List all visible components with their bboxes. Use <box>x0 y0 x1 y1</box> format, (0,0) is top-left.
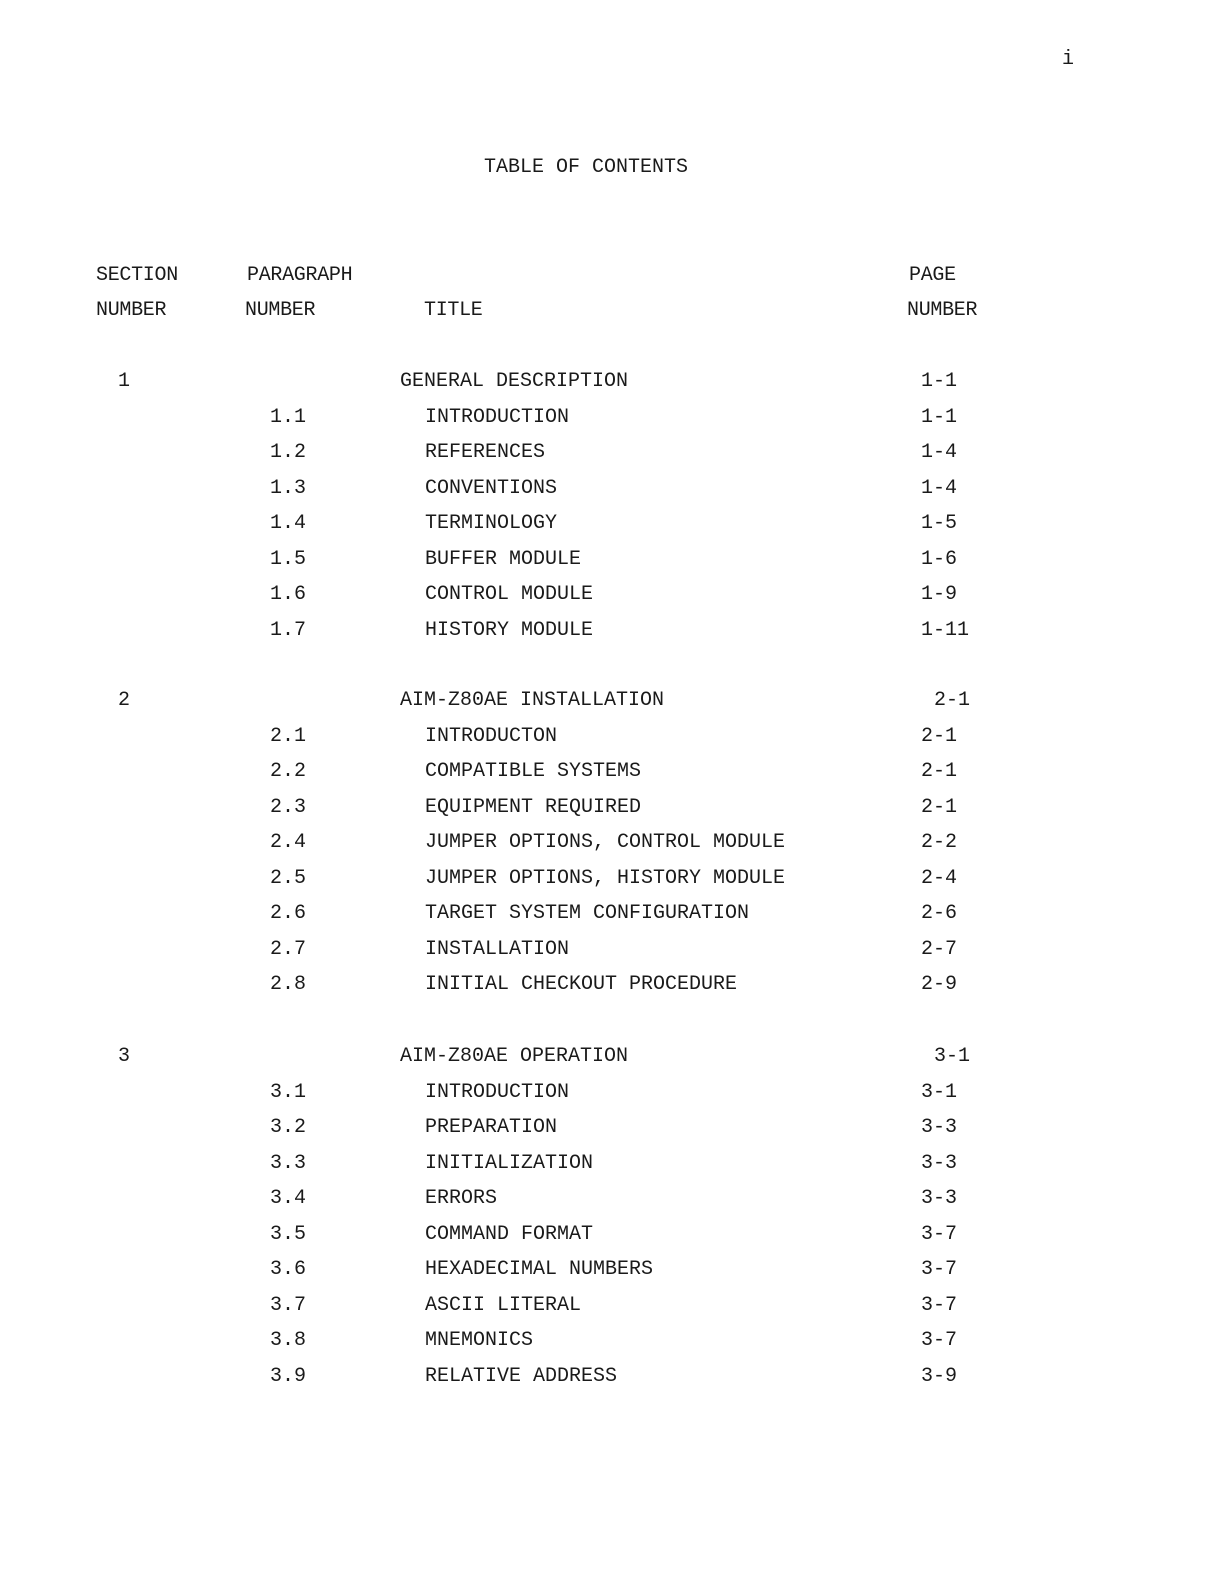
section-row <box>0 690 1224 712</box>
paragraph-title: TERMINOLOGY <box>425 512 558 535</box>
paragraph-page: 3-3 <box>921 1116 958 1139</box>
paragraph-title: TARGET SYSTEM CONFIGURATION <box>425 902 750 925</box>
paragraph-row <box>0 1259 1224 1281</box>
paragraph-title: BUFFER MODULE <box>425 548 582 571</box>
paragraph-page: 2-6 <box>921 902 958 925</box>
paragraph-row <box>0 478 1224 500</box>
document-title: TABLE OF CONTENTS <box>484 156 689 179</box>
paragraph-title: COMMAND FORMAT <box>425 1223 594 1246</box>
paragraph-number: 1.2 <box>270 441 307 464</box>
paragraph-page: 2-1 <box>921 796 958 819</box>
paragraph-row <box>0 1188 1224 1210</box>
section-page: 1-1 <box>921 370 958 393</box>
paragraph-page: 2-1 <box>921 725 958 748</box>
paragraph-title: INTRODUCTION <box>425 1081 570 1104</box>
paragraph-page: 1-6 <box>921 548 958 571</box>
paragraph-page: 3-3 <box>921 1187 958 1210</box>
header-page-line1: PAGE <box>909 264 956 287</box>
paragraph-number: 1.5 <box>270 548 307 571</box>
paragraph-row <box>0 903 1224 925</box>
paragraph-number: 1.1 <box>270 406 307 429</box>
paragraph-number: 3.3 <box>270 1152 307 1175</box>
paragraph-page: 2-9 <box>921 973 958 996</box>
paragraph-number: 2.8 <box>270 973 307 996</box>
paragraph-title: JUMPER OPTIONS, HISTORY MODULE <box>425 867 786 890</box>
paragraph-number: 2.6 <box>270 902 307 925</box>
header-paragraph-line2: NUMBER <box>245 299 316 322</box>
paragraph-title: MNEMONICS <box>425 1329 534 1352</box>
paragraph-page: 1-4 <box>921 477 958 500</box>
section-number: 2 <box>118 689 131 712</box>
paragraph-page: 3-9 <box>921 1365 958 1388</box>
paragraph-title: INTRODUCTION <box>425 406 570 429</box>
paragraph-page: 2-7 <box>921 938 958 961</box>
paragraph-page: 1-9 <box>921 583 958 606</box>
section-number: 3 <box>118 1045 131 1068</box>
paragraph-row <box>0 1366 1224 1388</box>
paragraph-title: ASCII LITERAL <box>425 1294 582 1317</box>
paragraph-number: 1.7 <box>270 619 307 642</box>
paragraph-page: 2-4 <box>921 867 958 890</box>
paragraph-page: 1-5 <box>921 512 958 535</box>
paragraph-number: 3.6 <box>270 1258 307 1281</box>
header-paragraph-line1: PARAGRAPH <box>247 264 353 287</box>
header-section-line1: SECTION <box>96 264 178 287</box>
paragraph-row <box>0 1082 1224 1104</box>
paragraph-number: 2.7 <box>270 938 307 961</box>
paragraph-title: ERRORS <box>425 1187 498 1210</box>
section-page: 3-1 <box>934 1045 971 1068</box>
paragraph-row <box>0 761 1224 783</box>
paragraph-page: 2-2 <box>921 831 958 854</box>
paragraph-row <box>0 1330 1224 1352</box>
paragraph-number: 3.9 <box>270 1365 307 1388</box>
page-number: i <box>1062 48 1075 71</box>
section-number: 1 <box>118 370 131 393</box>
paragraph-number: 3.1 <box>270 1081 307 1104</box>
paragraph-number: 1.4 <box>270 512 307 535</box>
paragraph-title: RELATIVE ADDRESS <box>425 1365 618 1388</box>
paragraph-row <box>0 442 1224 464</box>
paragraph-title: CONVENTIONS <box>425 477 558 500</box>
section-title: AIM-Z80AE INSTALLATION <box>400 689 665 712</box>
paragraph-row <box>0 797 1224 819</box>
header-section-line2: NUMBER <box>96 299 167 322</box>
paragraph-row <box>0 584 1224 606</box>
paragraph-row <box>0 726 1224 748</box>
paragraph-page: 3-7 <box>921 1223 958 1246</box>
paragraph-row <box>0 832 1224 854</box>
paragraph-row <box>0 407 1224 429</box>
paragraph-title: HISTORY MODULE <box>425 619 594 642</box>
paragraph-number: 2.1 <box>270 725 307 748</box>
paragraph-number: 2.4 <box>270 831 307 854</box>
paragraph-row <box>0 974 1224 996</box>
paragraph-title: EQUIPMENT REQUIRED <box>425 796 642 819</box>
paragraph-number: 3.8 <box>270 1329 307 1352</box>
paragraph-row <box>0 1224 1224 1246</box>
paragraph-title: INITIAL CHECKOUT PROCEDURE <box>425 973 738 996</box>
paragraph-row <box>0 1153 1224 1175</box>
paragraph-page: 3-7 <box>921 1329 958 1352</box>
paragraph-number: 3.4 <box>270 1187 307 1210</box>
paragraph-page: 1-4 <box>921 441 958 464</box>
paragraph-title: JUMPER OPTIONS, CONTROL MODULE <box>425 831 786 854</box>
paragraph-title: INSTALLATION <box>425 938 570 961</box>
paragraph-page: 2-1 <box>921 760 958 783</box>
paragraph-number: 2.5 <box>270 867 307 890</box>
paragraph-title: HEXADECIMAL NUMBERS <box>425 1258 654 1281</box>
paragraph-number: 1.6 <box>270 583 307 606</box>
paragraph-title: REFERENCES <box>425 441 546 464</box>
paragraph-number: 2.3 <box>270 796 307 819</box>
header-title: TITLE <box>424 299 483 322</box>
paragraph-title: PREPARATION <box>425 1116 558 1139</box>
paragraph-number: 3.2 <box>270 1116 307 1139</box>
paragraph-title: INTRODUCTON <box>425 725 558 748</box>
section-page: 2-1 <box>934 689 971 712</box>
paragraph-row <box>0 1295 1224 1317</box>
paragraph-page: 3-7 <box>921 1258 958 1281</box>
paragraph-title: CONTROL MODULE <box>425 583 594 606</box>
paragraph-page: 3-1 <box>921 1081 958 1104</box>
section-title: AIM-Z80AE OPERATION <box>400 1045 629 1068</box>
paragraph-row <box>0 549 1224 571</box>
paragraph-number: 1.3 <box>270 477 307 500</box>
paragraph-row <box>0 868 1224 890</box>
section-row <box>0 1046 1224 1068</box>
paragraph-page: 1-1 <box>921 406 958 429</box>
paragraph-number: 3.5 <box>270 1223 307 1246</box>
paragraph-page: 3-7 <box>921 1294 958 1317</box>
paragraph-title: COMPATIBLE SYSTEMS <box>425 760 642 783</box>
paragraph-number: 2.2 <box>270 760 307 783</box>
paragraph-row <box>0 939 1224 961</box>
paragraph-title: INITIALIZATION <box>425 1152 594 1175</box>
section-row <box>0 371 1224 393</box>
paragraph-row <box>0 1117 1224 1139</box>
paragraph-row <box>0 620 1224 642</box>
paragraph-page: 1-11 <box>921 619 970 642</box>
paragraph-row <box>0 513 1224 535</box>
paragraph-page: 3-3 <box>921 1152 958 1175</box>
header-page-line2: NUMBER <box>907 299 978 322</box>
paragraph-number: 3.7 <box>270 1294 307 1317</box>
section-title: GENERAL DESCRIPTION <box>400 370 629 393</box>
